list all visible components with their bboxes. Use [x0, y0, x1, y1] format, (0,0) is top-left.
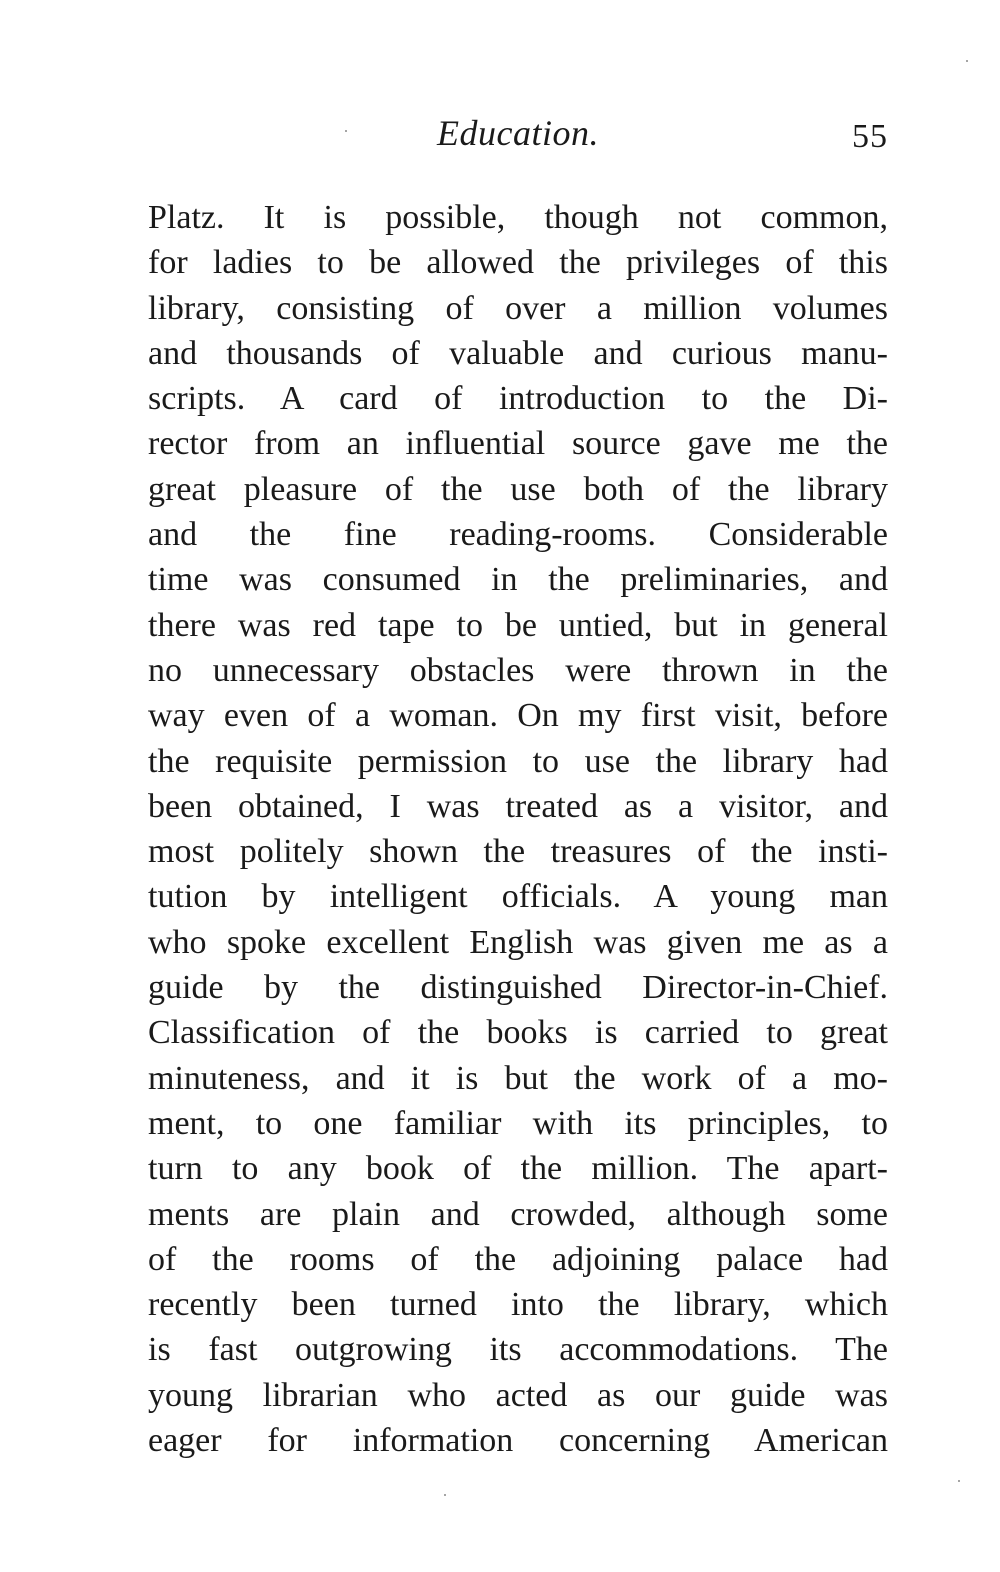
- text-line: guide by the distinguished Director-in-Chief.: [148, 969, 888, 1007]
- text-line: ments are plain and crowded, although some: [148, 1195, 888, 1233]
- scan-speck: [345, 130, 347, 132]
- text-line: eager for information concerning American: [148, 1422, 888, 1460]
- text-line: library, consisting of over a million volumes: [148, 289, 888, 327]
- text-line: no unnecessary obstacles were thrown in the: [148, 651, 888, 689]
- running-head: [148, 112, 888, 162]
- page-number: 55: [852, 118, 888, 155]
- text-line: the requisite permission to use the library had: [148, 742, 888, 780]
- text-line: ment, to one familiar with its principles, to: [148, 1104, 888, 1142]
- text-line: and thousands of valuable and curious manu-: [148, 334, 888, 372]
- scan-speck: [966, 60, 968, 62]
- text-line: recently been turned into the library, which: [148, 1286, 888, 1324]
- scan-speck: [444, 1494, 446, 1496]
- text-line: Platz. It is possible, though not common,: [148, 199, 888, 236]
- text-line: Classification of the books is carried to great: [148, 1014, 888, 1052]
- text-line: who spoke excellent English was given me as a: [148, 923, 888, 961]
- text-line: great pleasure of the use both of the library: [148, 470, 888, 508]
- text-line: rector from an influential source gave me the: [148, 425, 888, 463]
- text-line: way even of a woman. On my first visit, before: [148, 697, 888, 735]
- text-line: scripts. A card of introduction to the Di-: [148, 380, 888, 418]
- text-line: tution by intelligent officials. A young man: [148, 878, 888, 916]
- text-line: time was consumed in the preliminaries, and: [148, 561, 888, 599]
- running-title: Education.: [437, 113, 599, 153]
- text-line: is fast outgrowing its accommodations. The: [148, 1331, 888, 1369]
- text-line: and the fine reading-rooms. Considerable: [148, 516, 888, 554]
- text-line: of the rooms of the adjoining palace had: [148, 1240, 888, 1278]
- text-line: minuteness, and it is but the work of a mo-: [148, 1059, 888, 1097]
- body-text: [148, 195, 888, 1463]
- text-line: turn to any book of the million. The apart-: [148, 1150, 888, 1188]
- scan-speck: [958, 1480, 960, 1482]
- text-line: there was red tape to be untied, but in general: [148, 606, 888, 644]
- text-line: most politely shown the treasures of the insti-: [148, 833, 888, 871]
- text-line: been obtained, I was treated as a visitor, and: [148, 787, 888, 825]
- text-line: for ladies to be allowed the privileges of this: [148, 244, 888, 282]
- text-line: young librarian who acted as our guide was: [148, 1376, 888, 1414]
